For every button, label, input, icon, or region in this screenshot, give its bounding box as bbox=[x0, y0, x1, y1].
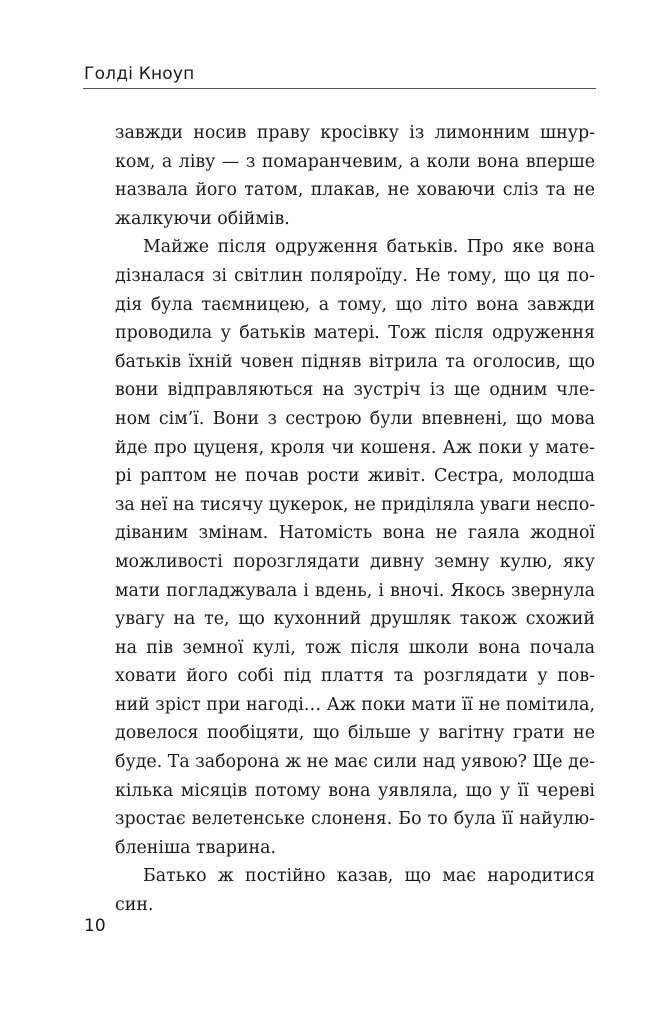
text-line: Батько ж постійно казав, що має народитися bbox=[143, 866, 596, 887]
paragraph-3 bbox=[115, 862, 595, 919]
text-line: ховати його собі під плаття та розглядати у пов- bbox=[115, 666, 595, 687]
text-line: увагу на те, що кухонний друшляк також схожий bbox=[115, 609, 595, 630]
text-line: на пів земної кулі, тож після школи вона почала bbox=[115, 637, 595, 658]
text-line: батьків їхній човен підняв вітрила та оголосив, що bbox=[115, 351, 595, 372]
text-line: ний зріст при нагоді… Аж поки мати її не помітила, bbox=[115, 694, 595, 715]
text-line: дізналася зі світлин поляроїду. Не тому, що ця по- bbox=[115, 265, 595, 286]
text-line: назвала його татом, плакав, не ховаючи сліз та не bbox=[115, 180, 595, 201]
text-line: дія була таємницею, а тому, що літо вона завжди bbox=[115, 294, 595, 315]
text-line: жалкуючи обіймів. bbox=[115, 208, 290, 229]
text-line: йде про цуценя, кроля чи кошеня. Аж поки у мате- bbox=[115, 437, 595, 458]
text-line: зростає велетенське слоненя. Бо то була її найулю- bbox=[115, 809, 595, 830]
text-line: рі раптом не почав рости живіт. Сестра, молодша bbox=[115, 466, 595, 487]
running-head-title: Голді Кноуп bbox=[84, 64, 195, 84]
text-line: Майже після одруження батьків. Про яке вона bbox=[143, 237, 595, 258]
text-line: можливості порозглядати дивну земну кулю, яку bbox=[115, 551, 595, 572]
text-line: ком, а ліву — з помаранчевим, а коли вона вперше bbox=[115, 151, 595, 172]
paragraph-1 bbox=[115, 119, 595, 233]
text-line: бленіша тварина. bbox=[115, 837, 277, 858]
text-line: кілька місяців потому вона уявляла, що у її череві bbox=[115, 780, 595, 801]
text-line: ном сім’ї. Вони з сестрою були впевнені, що мова bbox=[115, 408, 595, 429]
paragraph-2 bbox=[115, 233, 595, 862]
text-line: проводила у батьків матері. Тож після одруження bbox=[115, 323, 595, 344]
text-line: вони відправляються на зустріч із ще одним чле- bbox=[115, 380, 596, 401]
text-line: діваним змінам. Натомість вона не гаяла жодної bbox=[115, 523, 595, 544]
text-line: мати погладжувала і вдень, і вночі. Якось звернула bbox=[115, 580, 596, 601]
body-text bbox=[115, 119, 595, 920]
page-number: 10 bbox=[84, 916, 106, 936]
text-line: буде. Та заборона ж не має сили над уявою? Ще де- bbox=[115, 752, 595, 773]
header-divider bbox=[83, 88, 596, 89]
text-line: син. bbox=[115, 895, 154, 916]
text-line: довелося пообіцяти, що більше у вагітну грати не bbox=[115, 723, 595, 744]
text-line: за неї на тисячу цукерок, не приділяла уваги неспо- bbox=[115, 494, 595, 515]
text-line: завжди носив праву кросівку із лимонним шнур- bbox=[115, 123, 595, 143]
